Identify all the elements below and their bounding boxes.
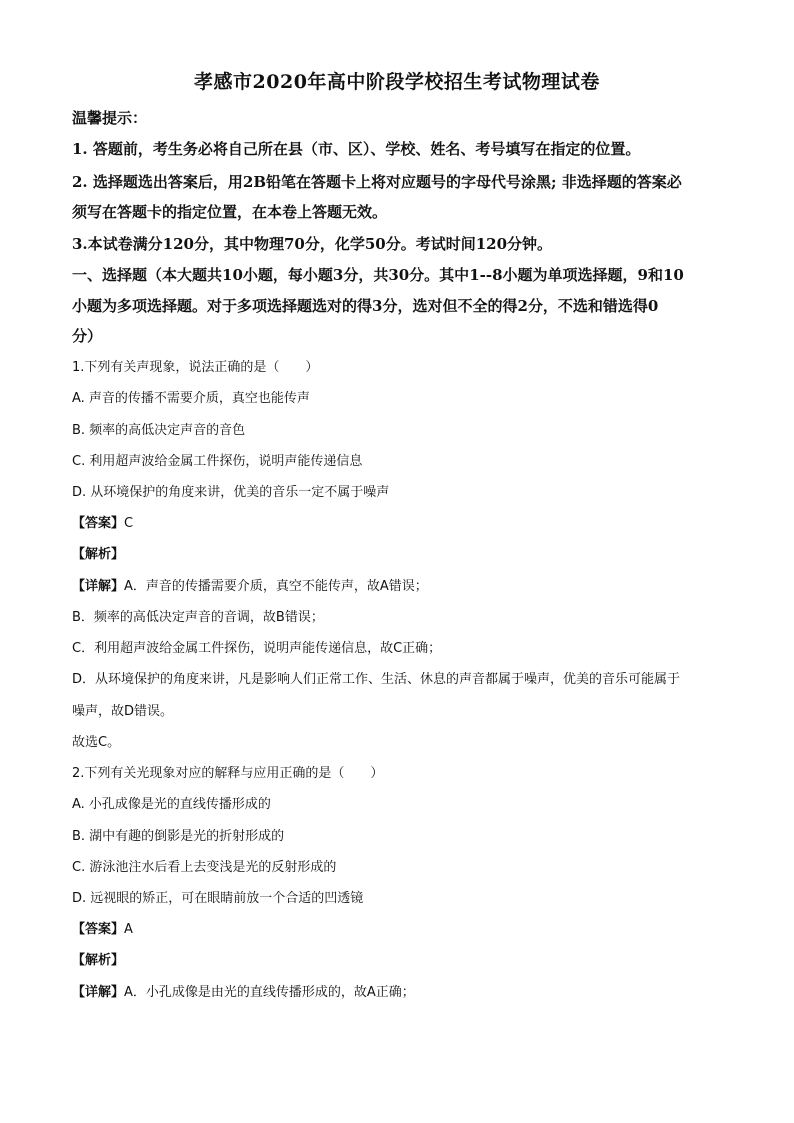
q2-option-b: B. 湖中有趣的倒影是光的折射形成的 xyxy=(72,829,285,844)
q2-stem: 2.下列有关光现象对应的解释与应用正确的是（ ） xyxy=(72,766,384,781)
q1-detail-c: C．利用超声波给金属工件探伤，说明声能传递信息，故C正确； xyxy=(72,641,442,656)
q2-answer-tag: 【答案】 xyxy=(72,922,125,937)
notice-heading: 温馨提示： xyxy=(72,109,148,127)
q1-detail-b: B．频率的高低决定声音的音调，故B错误； xyxy=(72,610,324,625)
notice-item-2: 2. 选择题选出答案后，用2B铅笔在答题卡上将对应题号的字母代号涂黑; 非选择题的答案必 xyxy=(72,173,682,191)
q1-detail-d: D．从环境保护的角度来讲，凡是影响人们正常工作、生活、休息的声音都属于噪声，优美的音乐可能属于 xyxy=(72,672,681,687)
q2-detail-tag: 【详解】 xyxy=(72,985,125,1000)
q1-option-d: D. 从环境保护的角度来讲，优美的音乐一定不属于噪声 xyxy=(72,485,390,500)
q1-detail-d-cont: 噪声，故D错误。 xyxy=(72,704,174,719)
page-title: 孝感市2020年高中阶段学校招生考试物理试卷 xyxy=(194,71,600,93)
section-heading-line-3: 分） xyxy=(72,327,103,345)
q1-detail-a-text: A．声音的传播需要介质，真空不能传声，故A错误； xyxy=(124,579,428,594)
q2-option-d: D. 远视眼的矫正，可在眼睛前放一个合适的凹透镜 xyxy=(72,891,364,906)
notice-item-3: 3.本试卷满分120分，其中物理70分，化学50分。考试时间120分钟。 xyxy=(72,235,553,253)
q1-answer xyxy=(72,514,133,534)
q1-answer-tag: 【答案】 xyxy=(72,516,125,531)
q1-detail-tag: 【详解】 xyxy=(72,579,125,594)
q2-option-c: C. 游泳池注水后看上去变浅是光的反射形成的 xyxy=(72,860,337,875)
q2-analysis-tag: 【解析】 xyxy=(72,953,125,968)
q2-answer xyxy=(72,920,133,940)
q1-detail-a xyxy=(72,577,428,597)
q2-detail-a-text: A．小孔成像是由光的直线传播形成的，故A正确； xyxy=(124,985,415,1000)
q1-option-c: C. 利用超声波给金属工件探伤，说明声能传递信息 xyxy=(72,454,363,469)
section-heading-line-2: 小题为多项选择题。对于多项选择题选对的得3分，选对但不全的得2分，不选和错选得0 xyxy=(72,297,659,315)
q1-answer-value: C xyxy=(124,516,134,531)
q2-option-a: A. 小孔成像是光的直线传播形成的 xyxy=(72,797,271,812)
q1-stem: 1.下列有关声现象，说法正确的是（ ） xyxy=(72,360,319,375)
notice-item-1: 1. 答题前，考生务必将自己所在县（市、区）、学校、姓名、考号填写在指定的位置。 xyxy=(72,140,641,158)
q1-option-a: A. 声音的传播不需要介质，真空也能传声 xyxy=(72,391,310,406)
q1-conclusion: 故选C。 xyxy=(72,735,121,750)
section-heading-line-1: 一、选择题（本大题共10小题，每小题3分，共30分。其中1--8小题为单项选择题，9和10 xyxy=(72,266,684,284)
notice-item-2-cont: 须写在答题卡的指定位置，在本卷上答题无效。 xyxy=(72,203,388,221)
q1-analysis-tag: 【解析】 xyxy=(72,547,125,562)
q2-detail-a xyxy=(72,983,415,1003)
q2-answer-value: A xyxy=(124,922,133,937)
q1-option-b: B. 频率的高低决定声音的音色 xyxy=(72,423,246,438)
